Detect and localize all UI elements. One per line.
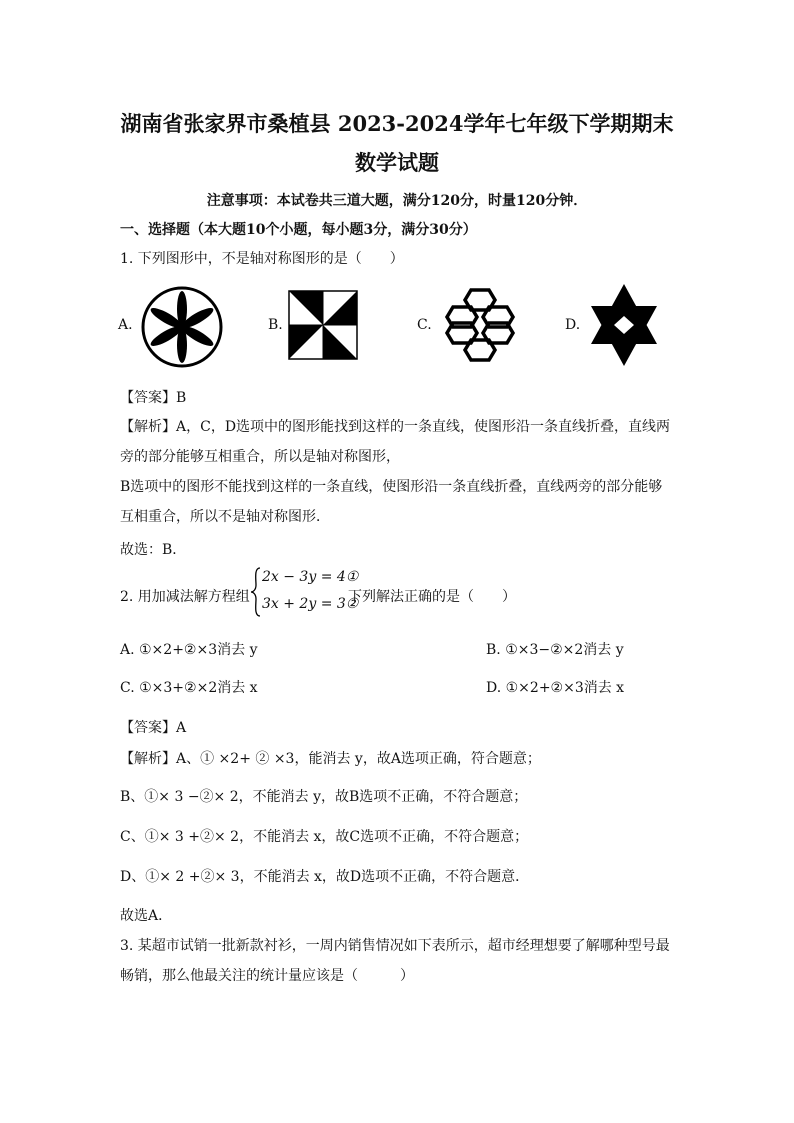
- q2-answer: 【答案】A: [120, 720, 187, 736]
- q2-option-a: A. ①×2+②×3消去 y: [120, 642, 258, 658]
- q2-option-c: C. ①×3+②×2消去 x: [120, 680, 258, 696]
- q1-option-a-label: A.: [118, 317, 133, 333]
- q3-stem-line: 3. 某超市试销一批新款衬衫，一周内销售情况如下表所示，超市经理想要了解哪种型号最: [120, 938, 670, 954]
- hexagon-ring-icon: [438, 287, 522, 363]
- q2-option-d: D. ①×2+②×3消去 x: [486, 680, 625, 696]
- q1-option-b-label: B.: [268, 317, 283, 333]
- q2-equation-1: 2x − 3y = 4①: [262, 569, 359, 585]
- flower-circle-icon: [140, 285, 224, 369]
- exam-title-line2: 数学试题: [355, 150, 439, 175]
- exam-title-line1: 湖南省张家界市桑植县 2023-2024学年七年级下学期期末: [120, 111, 674, 136]
- six-point-star-icon: [584, 282, 664, 368]
- q1-analysis-line: 故选：B．: [120, 542, 187, 558]
- q2-analysis-line: D、①× 2 +②× 3，不能消去 x，故D选项不正确，不符合题意．: [120, 869, 530, 885]
- q2-equation-2: 3x + 2y = 3②: [262, 596, 359, 612]
- q2-analysis-line: 【解析】A、① ×2+ ② ×3，能消去 y，故A选项正确，符合题意；: [120, 751, 541, 767]
- q2-stem-prefix: 2. 用加减法解方程组: [120, 589, 250, 605]
- q2-analysis-line: 故选A．: [120, 908, 173, 924]
- exam-notice: 注意事项：本试卷共三道大题，满分120分，时量120分钟．: [206, 193, 588, 209]
- q2-option-b: B. ①×3−②×2消去 y: [486, 642, 624, 658]
- equation-brace-icon: [250, 567, 262, 617]
- q1-analysis-line: 互相重合，所以不是轴对称图形．: [120, 509, 330, 525]
- q1-analysis-line: B选项中的图形不能找到这样的一条直线，使图形沿一条直线折叠，直线两旁的部分能够: [120, 479, 663, 495]
- q2-analysis-line: B、①× 3 −②× 2，不能消去 y，故B选项不正确，不符合题意；: [120, 789, 528, 805]
- q1-analysis-line: 旁的部分能够互相重合，所以是轴对称图形，: [120, 449, 400, 465]
- q2-stem-suffix: 下列解法正确的是（ ）: [348, 589, 516, 605]
- q1-option-d-label: D.: [565, 317, 581, 333]
- pinwheel-triangles-icon: [288, 290, 358, 360]
- q1-answer: 【答案】B: [120, 390, 187, 406]
- q2-analysis-line: C、①× 3 +②× 2，不能消去 x，故C选项不正确，不符合题意；: [120, 829, 529, 845]
- section-heading: 一、选择题（本大题10个小题，每小题3分，满分30分）: [120, 222, 477, 238]
- q1-analysis-line: 【解析】A，C，D选项中的图形能找到这样的一条直线，使图形沿一条直线折叠，直线两: [120, 419, 671, 435]
- q1-option-c-label: C.: [417, 317, 432, 333]
- q1-stem: 1. 下列图形中，不是轴对称图形的是（ ）: [120, 251, 404, 267]
- q3-stem-line: 畅销，那么他最关注的统计量应该是（ ）: [120, 968, 414, 984]
